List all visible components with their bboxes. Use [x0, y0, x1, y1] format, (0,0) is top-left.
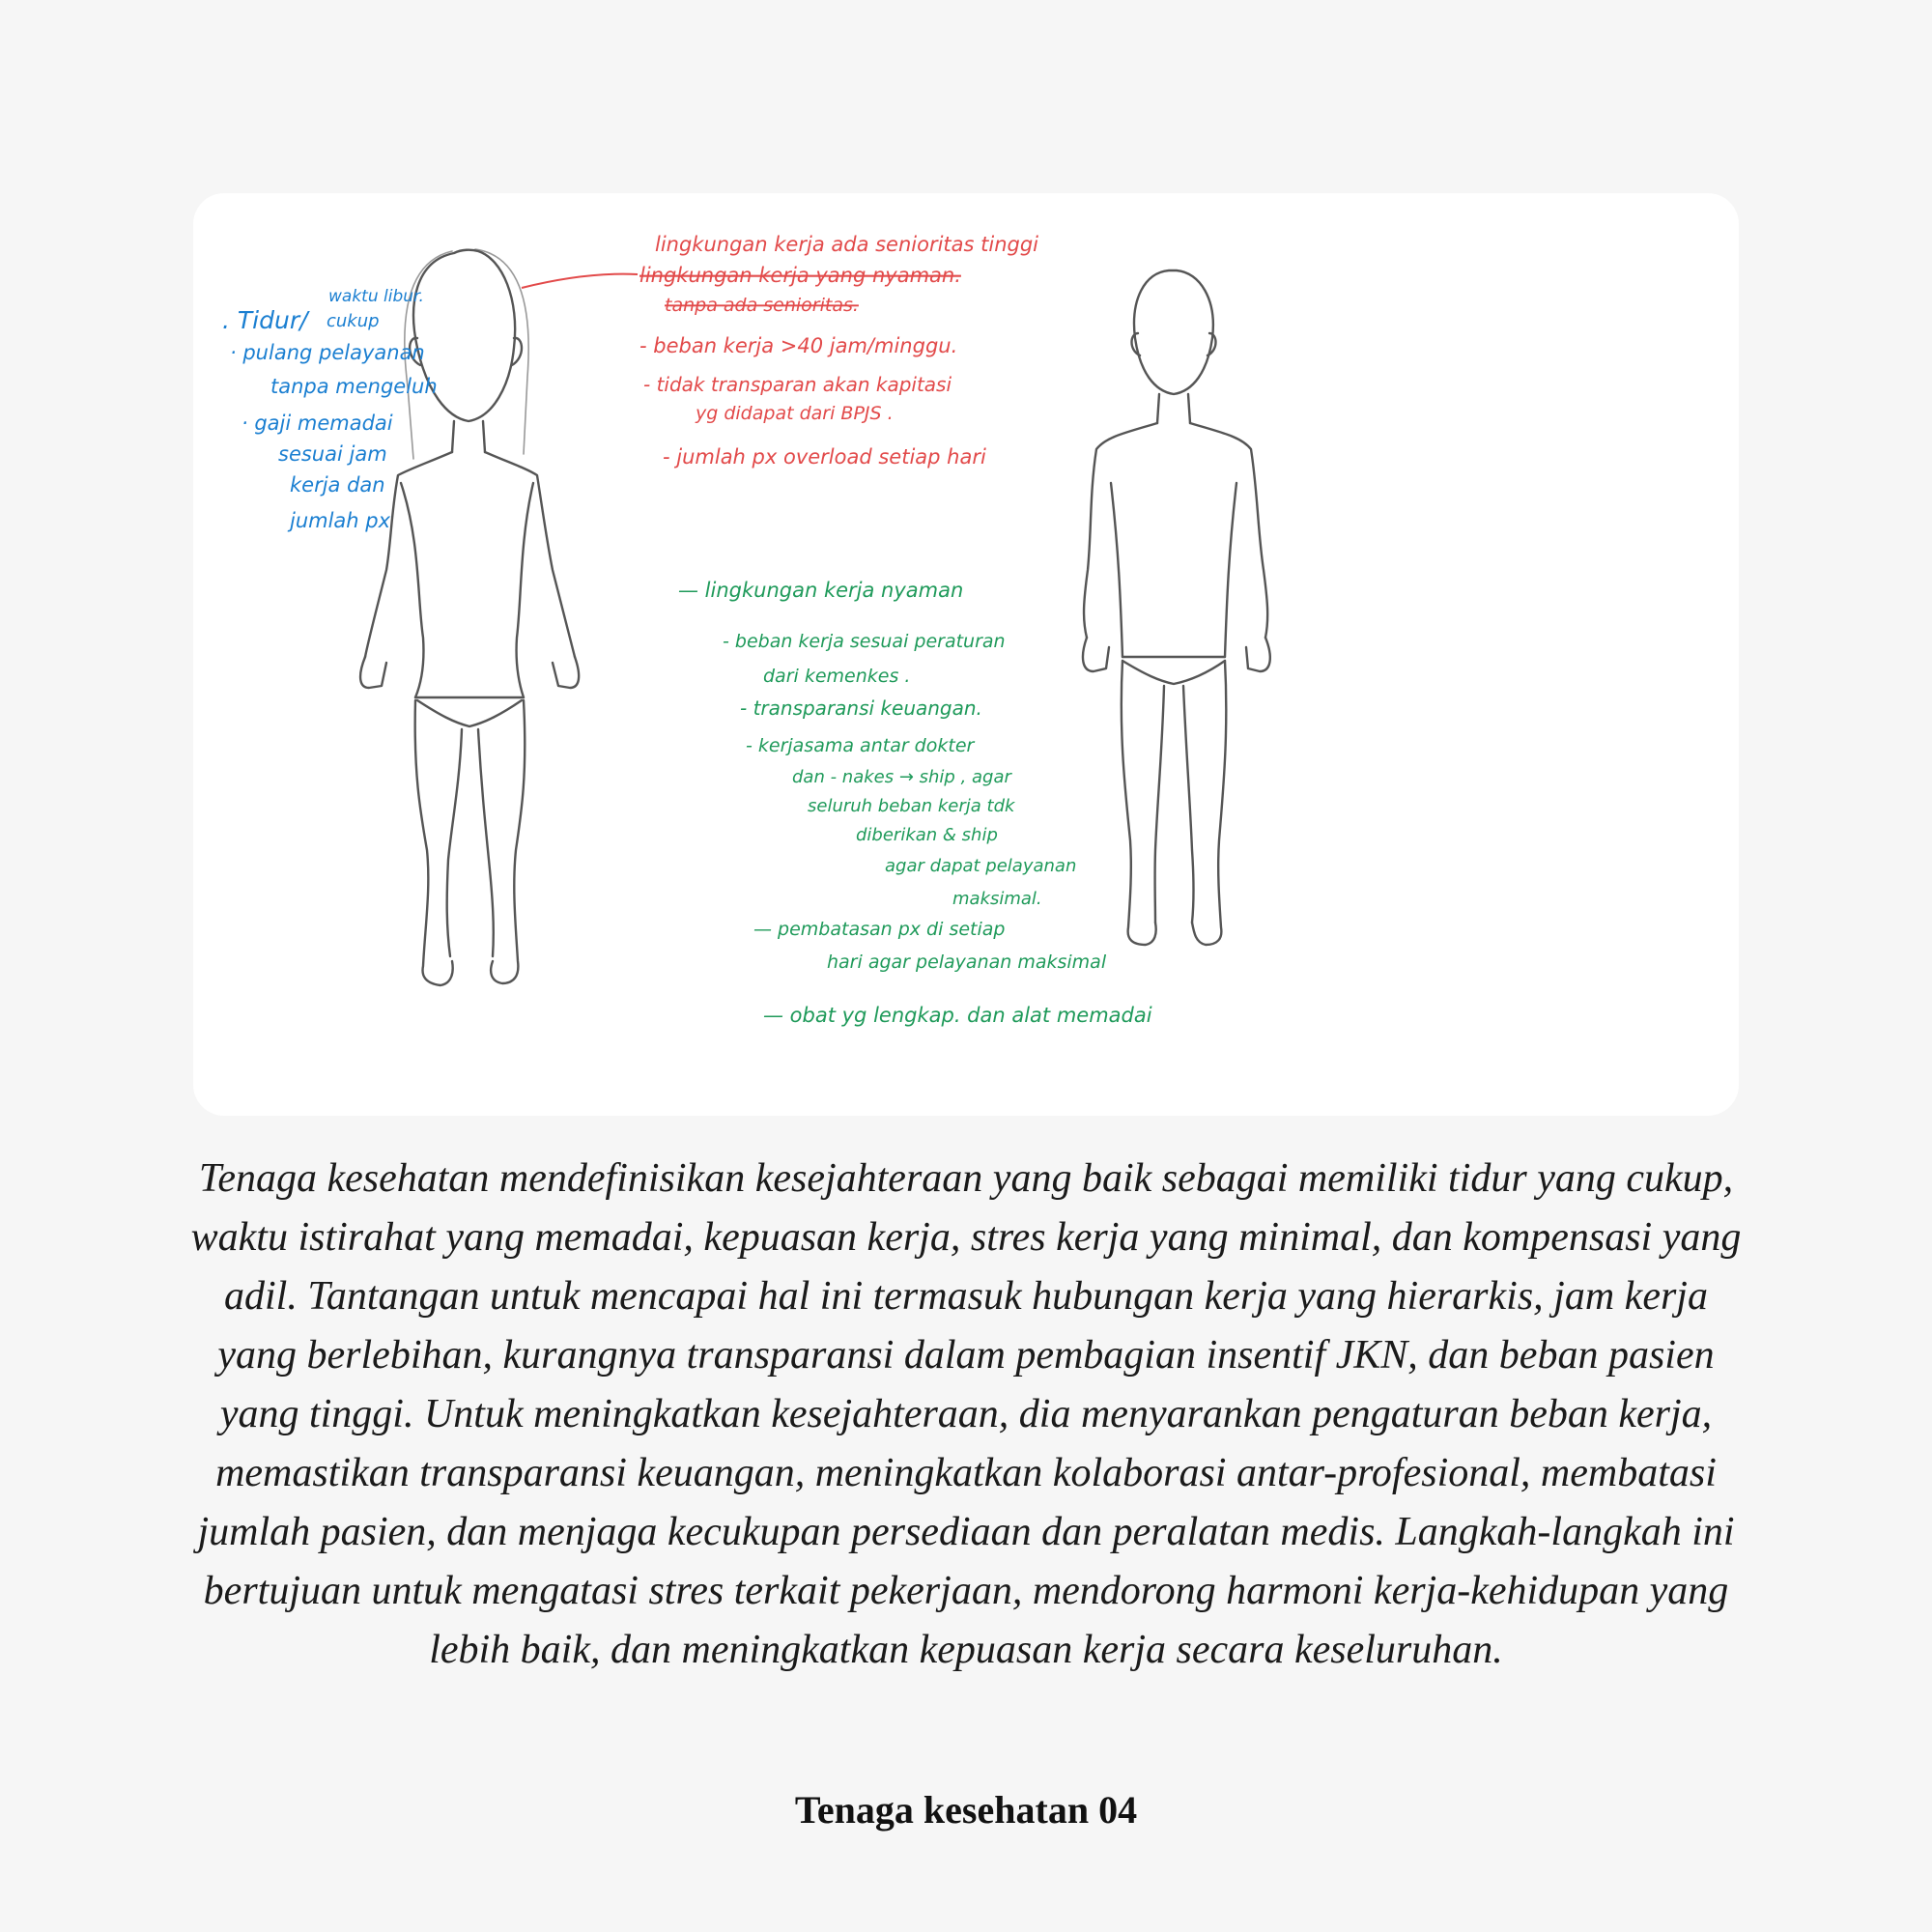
red-note-line: yg didapat dari BPJS .	[696, 403, 894, 424]
caption-paragraph: Tenaga kesehatan mendefinisikan kesejahteraan yang baik sebagai memiliki tidur yang cukup, waktu istirahat yang memadai, kepuasan kerja, stres kerja yang minimal, dan kompensasi yang adil. Tantangan untuk mencapai hal ini termasuk hubungan kerja yang hierarkis, jam kerja yang berlebihan, kurangnya transparansi dalam pembagian insentif JKN, dan beban pasien yang tinggi. Untuk meningkatkan kesejahteraan, dia menyarankan pengaturan beban kerja, memastikan transparansi keuangan, meningkatkan kolaborasi antar-profesional, membatasi jumlah pasien, dan menjaga kecukupan persediaan dan peralatan medis. Langkah-langkah ini bertujuan untuk mengatasi stres terkait pekerjaan, mendorong harmoni kerja-kehidupan yang lebih baik, dan meningkatkan kepuasan kerja secara keseluruhan.	[190, 1156, 1742, 1672]
blue-note-line: jumlah px	[290, 509, 391, 532]
blue-note-line: · pulang pelayanan	[230, 341, 425, 364]
green-note-line: - kerjasama antar dokter	[746, 735, 975, 756]
green-note-line: dari kemenkes .	[763, 666, 911, 687]
blue-note-line: cukup	[327, 311, 380, 331]
blue-note-line: sesuai jam	[278, 442, 387, 466]
red-note-line: - tidak transparan akan kapitasi	[643, 373, 952, 396]
red-note-line-struck: tanpa ada senioritas.	[665, 295, 859, 316]
red-note-line-struck: lingkungan kerja yang nyaman.	[639, 264, 961, 287]
green-note-line: maksimal.	[952, 889, 1042, 909]
red-note-line: - beban kerja >40 jam/minggu.	[639, 334, 958, 357]
green-note-line: diberikan & ship	[856, 825, 998, 845]
page-title: Tenaga kesehatan 04	[794, 1788, 1138, 1832]
green-note-line: hari agar pelayanan maksimal	[827, 952, 1107, 973]
red-notes	[639, 233, 1038, 469]
green-note-line: — obat yg lengkap. dan alat memadai	[763, 1004, 1152, 1027]
male-figure-drawing	[1083, 270, 1270, 945]
red-pointer-line	[522, 274, 638, 288]
blue-note-line: waktu libur.	[328, 287, 424, 306]
green-notes	[678, 579, 1152, 1027]
green-note-line: - transparansi keuangan.	[740, 696, 982, 720]
blue-note-line: kerja dan	[290, 473, 385, 497]
green-note-line: - beban kerja sesuai peraturan	[723, 631, 1006, 652]
green-note-line: seluruh beban kerja tdk	[808, 796, 1015, 816]
sketch-card	[193, 193, 1739, 1116]
body-map-sketch	[193, 193, 1739, 1116]
blue-note-line: . Tidur/	[222, 306, 308, 334]
red-note-line: - jumlah px overload setiap hari	[663, 445, 986, 469]
green-note-line: dan - nakes → ship , agar	[792, 767, 1011, 787]
green-note-line: — pembatasan px di setiap	[753, 919, 1006, 940]
green-note-line: — lingkungan kerja nyaman	[678, 579, 964, 602]
green-note-line: agar dapat pelayanan	[885, 856, 1077, 876]
red-note-line: lingkungan kerja ada senioritas tinggi	[655, 233, 1039, 256]
blue-note-line: tanpa mengeluh	[270, 375, 438, 398]
blue-note-line: · gaji memadai	[242, 412, 393, 435]
